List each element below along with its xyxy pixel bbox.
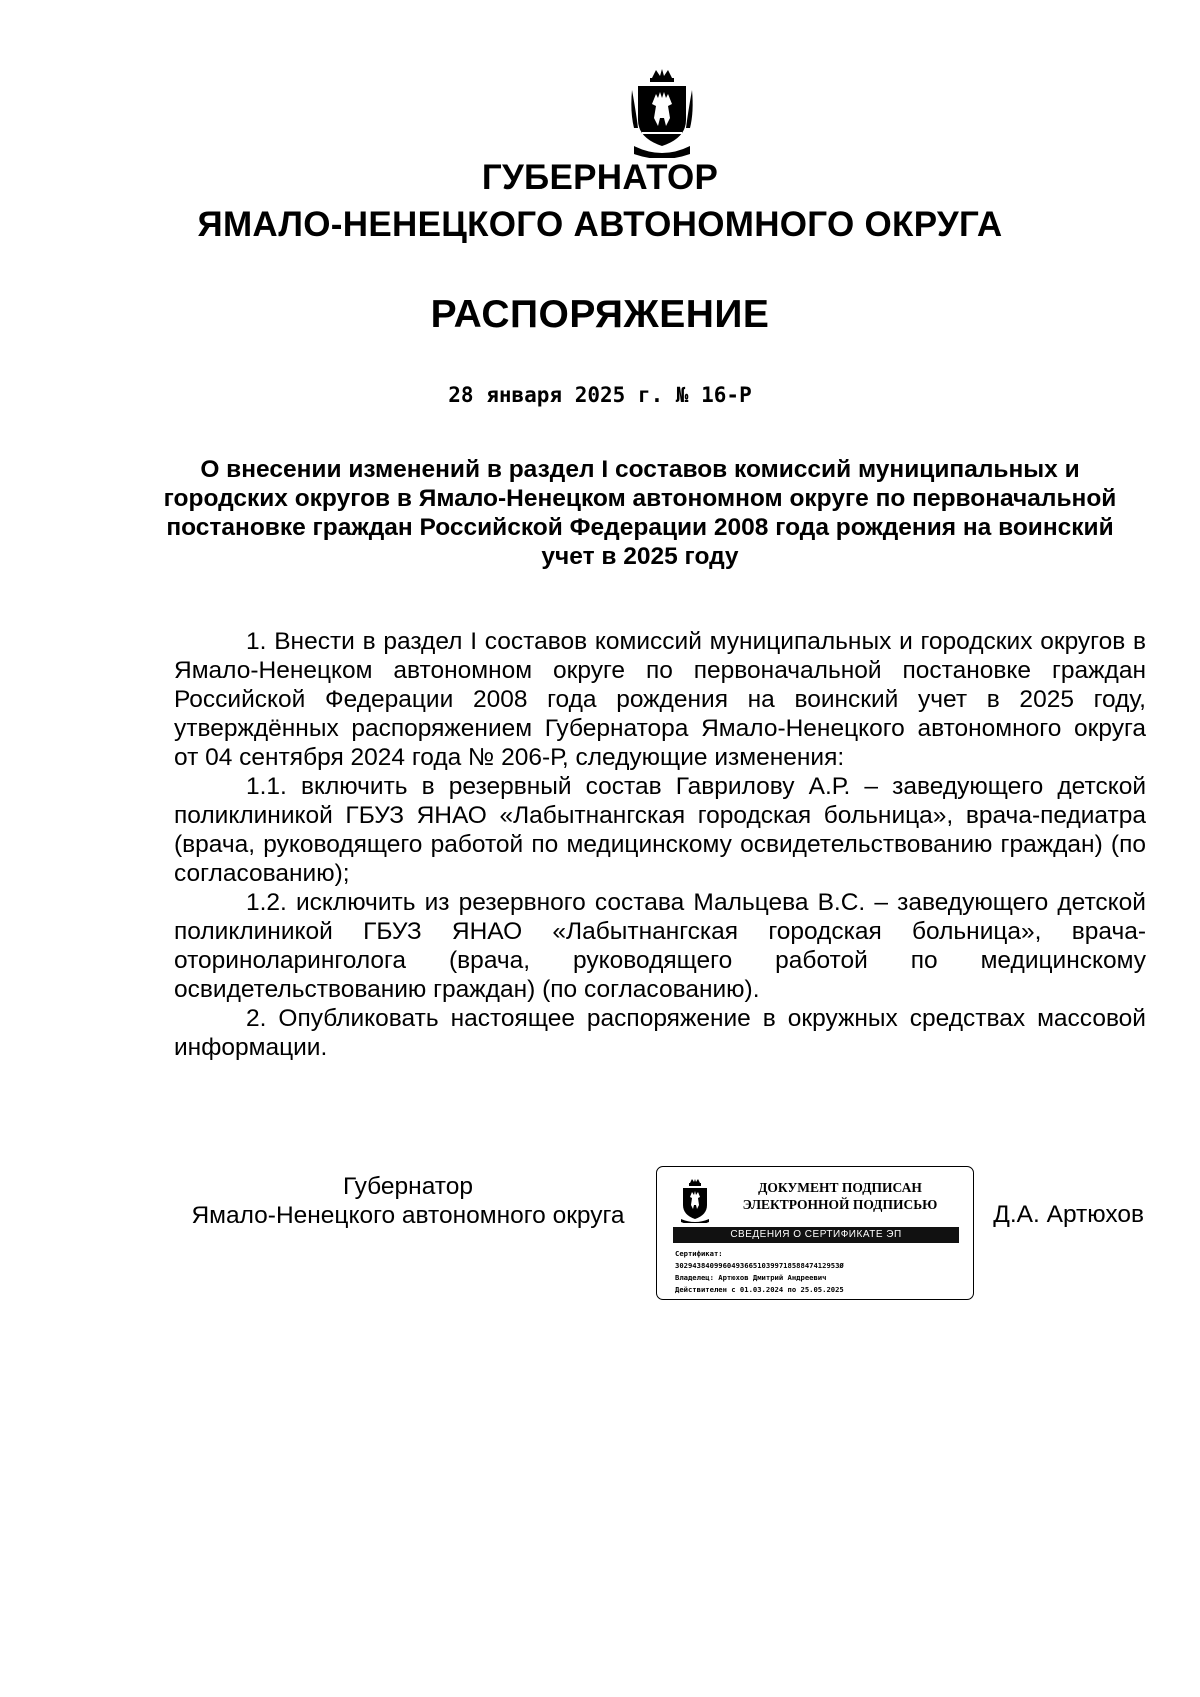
document-date-number: 28 января 2025 г. № 16-Р: [448, 383, 752, 407]
stamp-validity: Действителен с 01.03.2024 по 25.05.2025: [675, 1285, 844, 1294]
stamp-certificate-info: [675, 1248, 844, 1296]
issuer-title-line2: ЯМАЛО-НЕНЕЦКОГО АВТОНОМНОГО ОКРУГА: [197, 205, 1003, 244]
stamp-title-line2: ЭЛЕКТРОННОЙ ПОДПИСЬЮ: [742, 1197, 938, 1212]
signatory-position-line2: Ямало-Ненецкого автономного округа: [191, 1202, 625, 1229]
coat-of-arms-emblem: [630, 68, 694, 158]
document-subject: О внесении изменений в раздел I составов комиссий муниципальных и городских округов в Ямало-Ненецком автономном округе по первоначальной постановке граждан Российской Федерации 2008 года рождения на воинский учет в 2025 году: [163, 456, 1117, 570]
stamp-title: [719, 1179, 961, 1213]
document-body: [174, 627, 1146, 1062]
document-type: РАСПОРЯЖЕНИЕ: [430, 293, 770, 336]
electronic-signature-stamp: [656, 1166, 974, 1300]
paragraph-2: 2. Опубликовать настоящее распоряжение в окружных средствах массовой информации.: [174, 1005, 1146, 1061]
stamp-certificate-bar: СВЕДЕНИЯ О СЕРТИФИКАТЕ ЭП: [673, 1227, 959, 1243]
stamp-certificate-number: 30294384099604936651039971858847412953Ø: [675, 1261, 844, 1270]
stamp-owner: Владелец: Артюхов Дмитрий Андреевич: [675, 1273, 827, 1282]
paragraph-1-2: 1.2. исключить из резервного состава Мальцева В.С. – заведующего детской поликлиникой ГБУЗ ЯНАО «Лабытнангская городская больница», врача-оториноларинголога (врача, руководящего работой по медицинскому освидетельствованию граждан) (по согласованию).: [174, 889, 1146, 1003]
stamp-emblem-icon: [679, 1179, 711, 1223]
paragraph-1-1: 1.1. включить в резервный состав Гаврилову А.Р. – заведующего детской поликлиникой ГБУЗ ЯНАО «Лабытнангская городская больница», врача-педиатра (врача, руководящего работой по медицинскому освидетельствованию граждан) (по согласованию);: [174, 773, 1146, 887]
signatory-position: [172, 1172, 644, 1230]
issuer-title-line1: ГУБЕРНАТОР: [481, 158, 719, 197]
stamp-certificate-label: Сертификат:: [675, 1249, 723, 1258]
signatory-name: Д.А. Артюхов: [993, 1201, 1144, 1228]
paragraph-1: 1. Внести в раздел I составов комиссий муниципальных и городских округов в Ямало-Ненецком автономном округе по первоначальной постановке граждан Российской Федерации 2008 года рождения на воинский учет в 2025 году, утверждённых распоряжением Губернатора Ямало-Ненецкого автономного округа от 04 сентября 2024 года № 206-Р, следующие изменения:: [174, 628, 1146, 771]
stamp-title-line1: ДОКУМЕНТ ПОДПИСАН: [758, 1180, 922, 1195]
signatory-position-line1: Губернатор: [343, 1173, 473, 1200]
